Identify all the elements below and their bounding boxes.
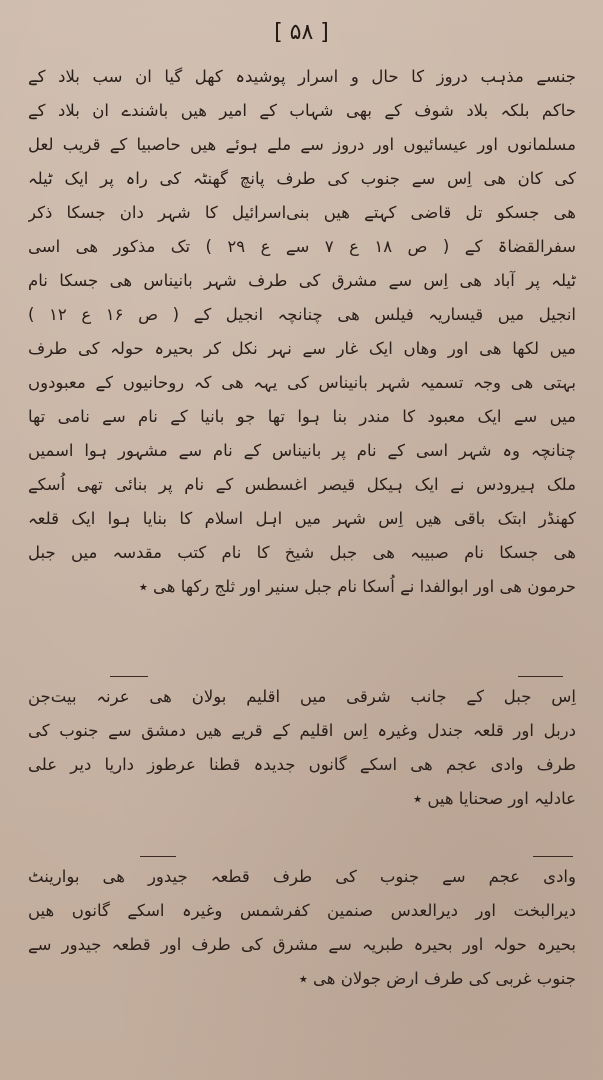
text-line: ٹیلہ پر آباد ھی اِس سے مشرق کی طرف شہر بانیناس ھی جسکا نام [28,271,576,290]
overline-rule [110,676,148,677]
text-line: ھی جسکا نام صبیبہ ھی جبل شیخ کا نام کتب مقدسہ میں جبل [28,543,576,562]
overline-rule [140,856,176,857]
text-line: جنوب غربی کی طرف ارض جولان ھی ٭ [298,969,576,988]
text-line: سفرالقضاۃ کے ( ص ۱۸ ع ۷ سے ع ۲۹ ) تک مذکور ھی اسی [28,237,576,256]
text-line: کی کان ھی اِس سے جنوب کی طرف پانچ گھنٹہ کی راہ پر ایک ٹیلہ [28,169,576,188]
paragraph-3 [28,860,576,996]
text-line: دربل اور قلعہ جندل وغیرہ اِس اقلیم کے قریے ھیں دمشق سے جنوب کی [28,721,576,740]
text-line: وادی عجم سے جنوب کی طرف قطعہ جیدور ھی بوارینٹ [28,867,576,886]
text-line: حرمون ھی اور ابوالفدا نے اُسکا نام جبل سنیر اور ثلج رکھا ھی ٭ [138,577,576,596]
paragraph-1 [28,60,576,604]
text-line: عادلیہ اور صحنایا ھیں ٭ [413,789,576,808]
text-line: اِس جبل کے جانب شرقی میں اقلیم بولان ھی عرنہ بیت‌جن [28,687,576,706]
text-line: ھی جسکو تل قاضی کہتے ھیں بنی‌اسرائیل کا شہر دان جسکا ذکر [28,203,576,222]
text-line: حاکم بلکہ بلاد شوف کے بھی شہاب کے امیر ھیں باشندے ان بلاد کے [28,101,576,120]
overline-rule [533,856,573,857]
overline-rule [518,676,563,677]
text-line: میں سے ایک معبود کا مندر بنا ہوا تھا جو بانیا کے نام سے نامی تھا [28,407,576,426]
text-line: بہتی ھی وجہ تسمیہ شہر بانیناس کی یہہ ھی کہ روحانیوں کے معبودوں [28,373,576,392]
text-line: ملک ہیرودس نے ایک ہیکل قیصر اغسطس کے نام پر بنائی تھی اُسکے [28,475,576,494]
paragraph-2 [28,680,576,816]
text-line: کھنڈر ابتک باقی ھیں اِس شہر میں اہل اسلام کا بنایا ہوا ایک قلعہ [28,509,576,528]
text-line: بحیرہ حولہ اور بحیرہ طبریہ سے مشرق کی طرف اور قطعہ جیدور سے [28,935,576,954]
text-line: طرف وادی عجم ھی اسکے گانوں جدیدہ قطنا عرطوز داریا دیر علی [28,755,576,774]
text-line: جنسے مذہب دروز کا حال و اسرار پوشیدہ کھل گیا ان سب بلاد کے [28,67,576,86]
text-line: چنانچہ وہ شہر اسی کے نام پر بانیناس کے نام سے مشہور ہوا اسمیں [28,441,576,460]
text-line: مسلمانوں اور عیسائیوں اور دروز سے ملے ہوئے ھیں حاصبیا کے قریب لعل [28,135,576,154]
text-line: دیرالبخت اور دیرالعدس صنمین کفرشمس وغیرہ اسکے گانوں ھیں [28,901,576,920]
text-line: میں لکھا ھی اور وھاں ایک غار سے نہر نکل کر بحیرہ حولہ کی طرف [28,339,576,358]
page-number: [ ۵۸ ] [274,20,329,45]
text-line: انجیل میں قیساریہ فیلس ھی چنانچہ انجیل کے ( ص ۱۶ ع ۱۲ ) [28,305,576,324]
